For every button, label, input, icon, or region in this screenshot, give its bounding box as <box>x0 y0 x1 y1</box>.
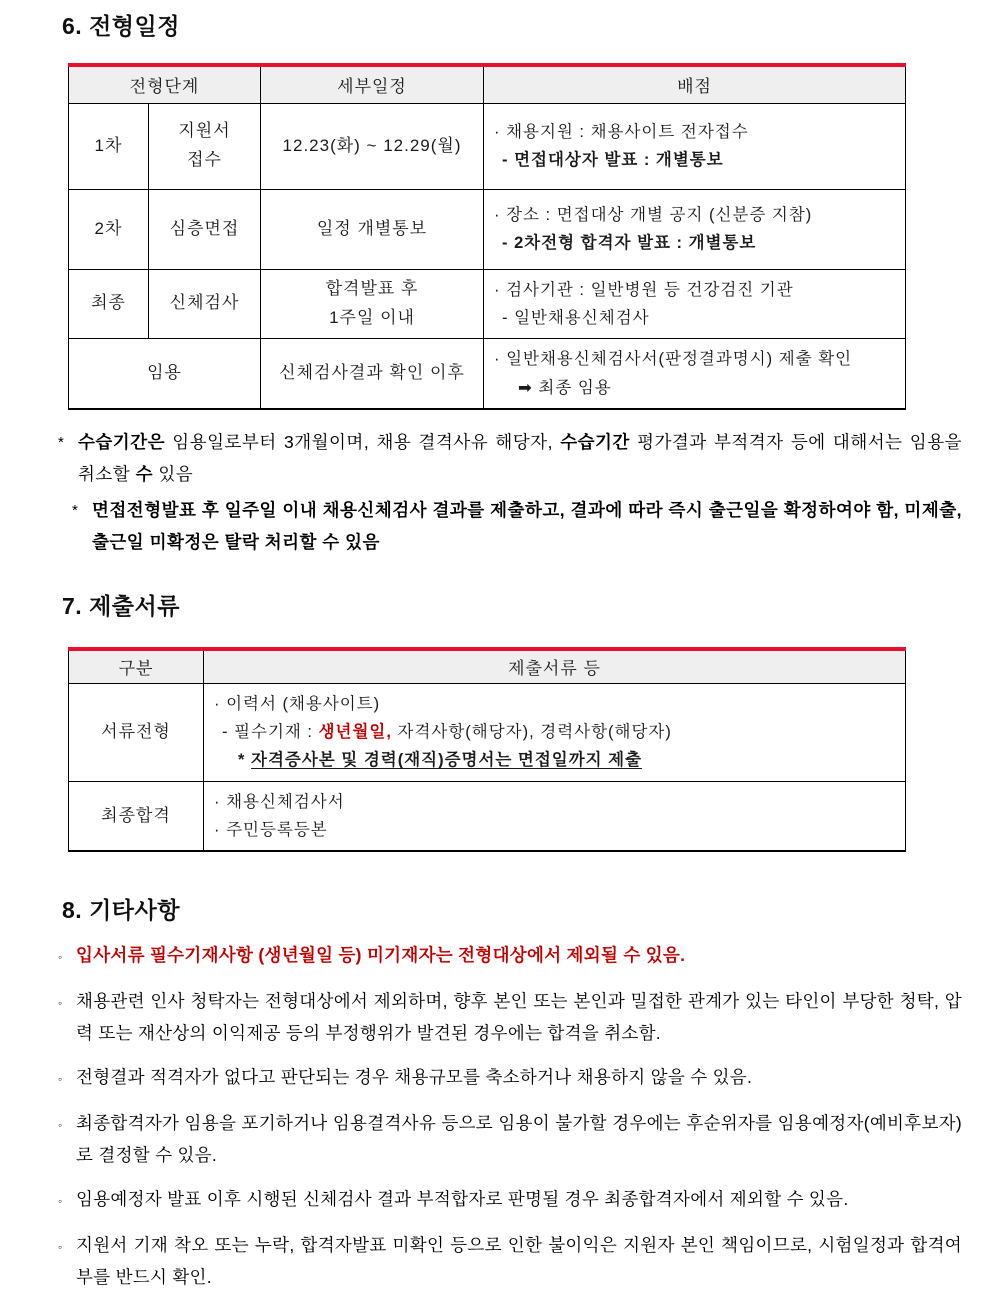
bullet-text: 지원서 기재 착오 또는 누락, 합격자발표 미확인 등으로 인한 불이익은 지원자 본인 책임이므로, 시험일정과 합격여부를 반드시 확인. <box>76 1235 962 1288</box>
detail-cell: · 장소 : 면접대상 개별 공지 (신분증 지참) - 2차전형 합격자 발표 : 개별통보 <box>484 189 906 269</box>
step-cell: 신체검사 <box>149 269 261 339</box>
table-row-first-stage <box>69 103 906 189</box>
note-item <box>58 426 962 490</box>
detail-cell: · 일반채용신체검사서(판정결과명시) 제출 확인 ➡ 최종 임용 <box>484 339 906 409</box>
step-cell: 심층면접 <box>149 189 261 269</box>
schedule-header-row <box>69 65 906 103</box>
asterisk-marker: * <box>72 502 78 519</box>
list-item <box>58 1183 962 1217</box>
schedule-cell: 일정 개별통보 <box>261 189 484 269</box>
note-item <box>72 494 962 558</box>
bullet-text: 입사서류 필수기재사항 (생년월일 등) 미기재자는 전형대상에서 제외될 수 있음. <box>76 945 686 966</box>
circle-bullet-marker: ◦ <box>58 1194 63 1209</box>
documents-header-row <box>69 649 906 683</box>
col-header-category: 구분 <box>69 649 204 683</box>
bullet-text: 임용예정자 발표 이후 시행된 신체검사 결과 부적합자로 판명될 경우 최종합격자에서 제외할 수 있음. <box>76 1189 849 1210</box>
table-row-appointment <box>69 339 906 409</box>
section-documents <box>58 588 962 852</box>
stage-cell: 최종 <box>69 269 149 339</box>
col-header-documents: 제출서류 등 <box>204 649 906 683</box>
section-schedule-title: 6. 전형일정 <box>62 13 180 39</box>
table-row-final-stage <box>69 269 906 339</box>
list-item <box>58 939 962 973</box>
col-header-schedule: 세부일정 <box>261 65 484 103</box>
bullet-text: 전형결과 적격자가 없다고 판단되는 경우 채용규모를 축소하거나 채용하지 않을 수 있음. <box>76 1067 753 1088</box>
detail-cell: · 채용지원 : 채용사이트 전자접수 - 면접대상자 발표 : 개별통보 <box>484 103 906 189</box>
step-cell: 지원서 접수 <box>149 103 261 189</box>
col-header-stage: 전형단계 <box>69 65 261 103</box>
detail-cell: · 검사기관 : 일반병원 등 건강검진 기관 - 일반채용신체검사 <box>484 269 906 339</box>
stage-cell-merged: 임용 <box>69 339 261 409</box>
documents-cell: · 이력서 (채용사이트) - 필수기재 : 생년월일, 자격사항(해당자), 경력사항(해당자) * 자격증사본 및 경력(재직)증명서는 면접일까지 제출 <box>204 683 906 781</box>
asterisk-marker: * <box>58 434 64 451</box>
schedule-notes <box>58 426 962 558</box>
section-documents-title: 7. 제출서류 <box>62 593 180 619</box>
category-cell: 서류전형 <box>69 683 204 781</box>
schedule-cell: 합격발표 후 1주일 이내 <box>261 269 484 339</box>
col-header-score: 배점 <box>484 65 906 103</box>
circle-bullet-marker: ◦ <box>58 950 63 965</box>
list-item <box>58 1061 962 1095</box>
misc-bullet-list <box>58 939 962 1293</box>
bullet-text: 최종합격자가 임용을 포기하거나 임용결격사유 등으로 임용이 불가할 경우에는 후순위자를 임용예정자(예비후보자)로 결정할 수 있음. <box>76 1113 962 1166</box>
circle-bullet-marker: ◦ <box>58 1240 63 1255</box>
documents-cell: · 채용신체검사서 · 주민등록등본 <box>204 781 906 851</box>
documents-table <box>68 647 906 852</box>
note-text: 수습기간은 임용일로부터 3개월이며, 채용 결격사유 해당자, 수습기간 평가결과 부적격자 등에 대해서는 임용을 취소할 수 있음 <box>78 432 962 484</box>
list-item <box>58 985 962 1049</box>
list-item <box>58 1107 962 1171</box>
schedule-table <box>68 63 906 410</box>
circle-bullet-marker: ◦ <box>58 1072 63 1087</box>
table-row-document-screening <box>69 683 906 781</box>
schedule-cell: 12.23(화) ~ 12.29(월) <box>261 103 484 189</box>
section-misc-title: 8. 기타사항 <box>62 897 180 924</box>
section-schedule <box>58 8 962 558</box>
table-row-final-pass <box>69 781 906 851</box>
category-cell: 최종합격 <box>69 781 204 851</box>
section-misc <box>58 892 962 1293</box>
bullet-text: 채용관련 인사 청탁자는 전형대상에서 제외하며, 향후 본인 또는 본인과 밀접한 관계가 있는 타인이 부당한 청탁, 압력 또는 재산상의 이익제공 등의 부정행위가 발견된 경우에는 합격을 취소함. <box>76 991 962 1044</box>
table-row-second-stage <box>69 189 906 269</box>
list-item <box>58 1229 962 1293</box>
note-text: 면접전형발표 후 일주일 이내 채용신체검사 결과를 제출하고, 결과에 따라 즉시 출근일을 확정하여야 함, 미제출, 출근일 미확정은 탈락 처리할 수 있음 <box>92 500 962 552</box>
schedule-cell: 신체검사결과 확인 이후 <box>261 339 484 409</box>
circle-bullet-marker: ◦ <box>58 1118 63 1133</box>
stage-cell: 2차 <box>69 189 149 269</box>
circle-bullet-marker: ◦ <box>58 996 63 1011</box>
stage-cell: 1차 <box>69 103 149 189</box>
